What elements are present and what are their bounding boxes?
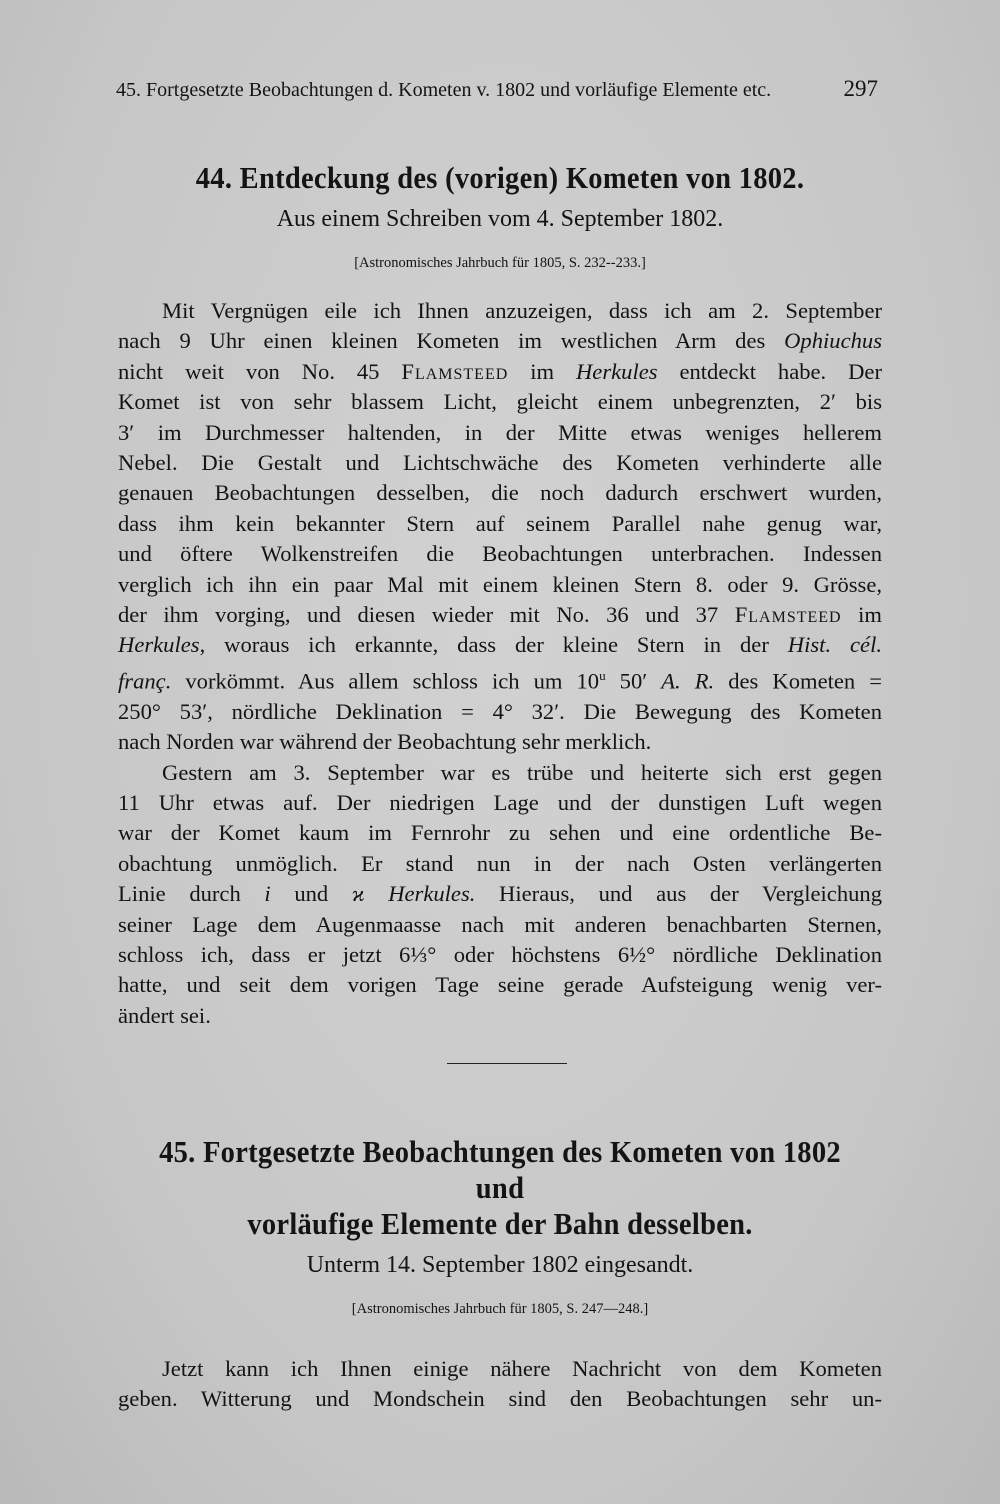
ophiuchus-term: Ophiuchus [784, 328, 882, 354]
text-line: der ihm vorging, und diesen wieder mit No. 36 und 37 Flamsteed im [118, 602, 882, 628]
section-45-text [118, 1354, 882, 1415]
text-line: nicht weit von No. 45 Flamsteed im Herkules entdeckt habe. Der [118, 358, 882, 384]
section-45 [118, 1134, 882, 1415]
section-44 [118, 160, 882, 1031]
text-line: nach 9 Uhr einen kleinen Kometen im westlichen Arm des Ophiuchus [118, 328, 882, 354]
text-line: Mit Vergnügen eile ich Ihnen anzuzeigen, dass ich am 2. September [162, 298, 882, 323]
section-44-subtitle: Aus einem Schreiben vom 4. September 1802. [276, 206, 724, 232]
section-45-title-line-2: vorläufige Elemente der Bahn desselben. [247, 1206, 753, 1241]
text-line: Herkules, woraus ich erkannte, dass der kleine Stern in der Hist. cél. [118, 632, 882, 658]
text-line: Gestern am 3. September war es trübe und heiterte sich erst gegen [162, 759, 882, 785]
section-45-subtitle: Unterm 14. September 1802 eingesandt. [306, 1252, 694, 1278]
section-44-source: [Astronomisches Jahrbuch für 1805, S. 232--233.] [354, 255, 646, 271]
franc-term: franç. [118, 668, 172, 694]
text-line: 11 Uhr etwas auf. Der niedrigen Lage und der dunstigen Luft wegen [118, 790, 882, 816]
text-line: seiner Lage dem Augenmaasse nach mit anderen benachbarten Sternen, [118, 911, 882, 937]
section-44-text [118, 296, 882, 1031]
running-title: 45. Fortgesetzte Beobachtungen d. Kometen v. 1802 und vorläufige Elemente etc. [116, 79, 772, 101]
star-i: i [264, 881, 271, 907]
hist-cel-term: Hist. cél. [787, 632, 882, 658]
text-line: verglich ich ihn ein paar Mal mit einem kleinen Stern 8. oder 9. Grösse, [118, 571, 882, 597]
text-line: franç. vorkömmt. Aus allem schloss ich um 10$^u$ 50′ A. R. des Kometen = [118, 667, 882, 694]
text-line: obachtung unmöglich. Er stand nun in der nach Osten verlängerten [118, 850, 882, 876]
ra-abbrev: A. R. [661, 668, 715, 694]
text-line: 250° 53′, nördliche Deklination = 4° 32′. Die Bewegung des Kometen [118, 698, 882, 724]
section-divider [447, 1063, 567, 1064]
text-line: 3′ im Durchmesser haltenden, in der Mitte etwas weniges hellerem [118, 419, 882, 445]
text-line: schloss ich, dass er jetzt 6⅓° oder höchstens 6½° nördliche Deklination [118, 942, 882, 968]
running-head [116, 76, 878, 102]
page-number: 297 [843, 76, 878, 101]
text-line: Nebel. Die Gestalt und Lichtschwäche des Kometen verhinderte alle [118, 450, 882, 476]
herkules-term: Herkules [118, 632, 200, 658]
text-line: hatte, und seit dem vorigen Tage seine gerade Aufsteigung wenig ver- [118, 972, 882, 998]
text-line: Jetzt kann ich Ihnen einige nähere Nachricht von dem Kometen [162, 1356, 882, 1381]
text-line: Komet ist von sehr blassem Licht, gleicht einem unbegrenzten, 2′ bis [118, 389, 882, 415]
text-line: war der Komet kaum im Fernrohr zu sehen und eine ordentliche Be- [118, 820, 882, 846]
section-45-source: [Astronomisches Jahrbuch für 1805, S. 247—248.] [351, 1301, 649, 1317]
section-44-title: 44. Entdeckung des (vorigen) Kometen von 1802. [195, 160, 805, 195]
text-line: und öftere Wolkenstreifen die Beobachtungen unterbrachen. Indessen [118, 541, 882, 567]
text-line: dass ihm kein bekannter Stern auf seinem Parallel nahe genug war, [118, 510, 882, 536]
text-line: nach Norden war während der Beobachtung sehr merklich. [118, 729, 652, 755]
text-line: geben. Witterung und Mondschein sind den Beobachtungen sehr un- [118, 1386, 882, 1412]
section-45-title-line-1: 45. Fortgesetzte Beobachtungen des Kometen von 1802 und [159, 1134, 841, 1205]
text-line: Linie durch i und ϰ Herkules. Hieraus, und aus der Vergleichung [118, 881, 883, 907]
kappa-herkules: ϰ Herkules. [351, 881, 476, 907]
flamsteed-name: Flamsteed [401, 358, 509, 384]
text-line: genauen Beobachtungen desselben, die noch dadurch erschwert wurden, [118, 480, 882, 506]
herkules-term: Herkules [575, 358, 658, 384]
flamsteed-name: Flamsteed [734, 602, 842, 628]
text-line: ändert sei. [118, 1002, 211, 1028]
